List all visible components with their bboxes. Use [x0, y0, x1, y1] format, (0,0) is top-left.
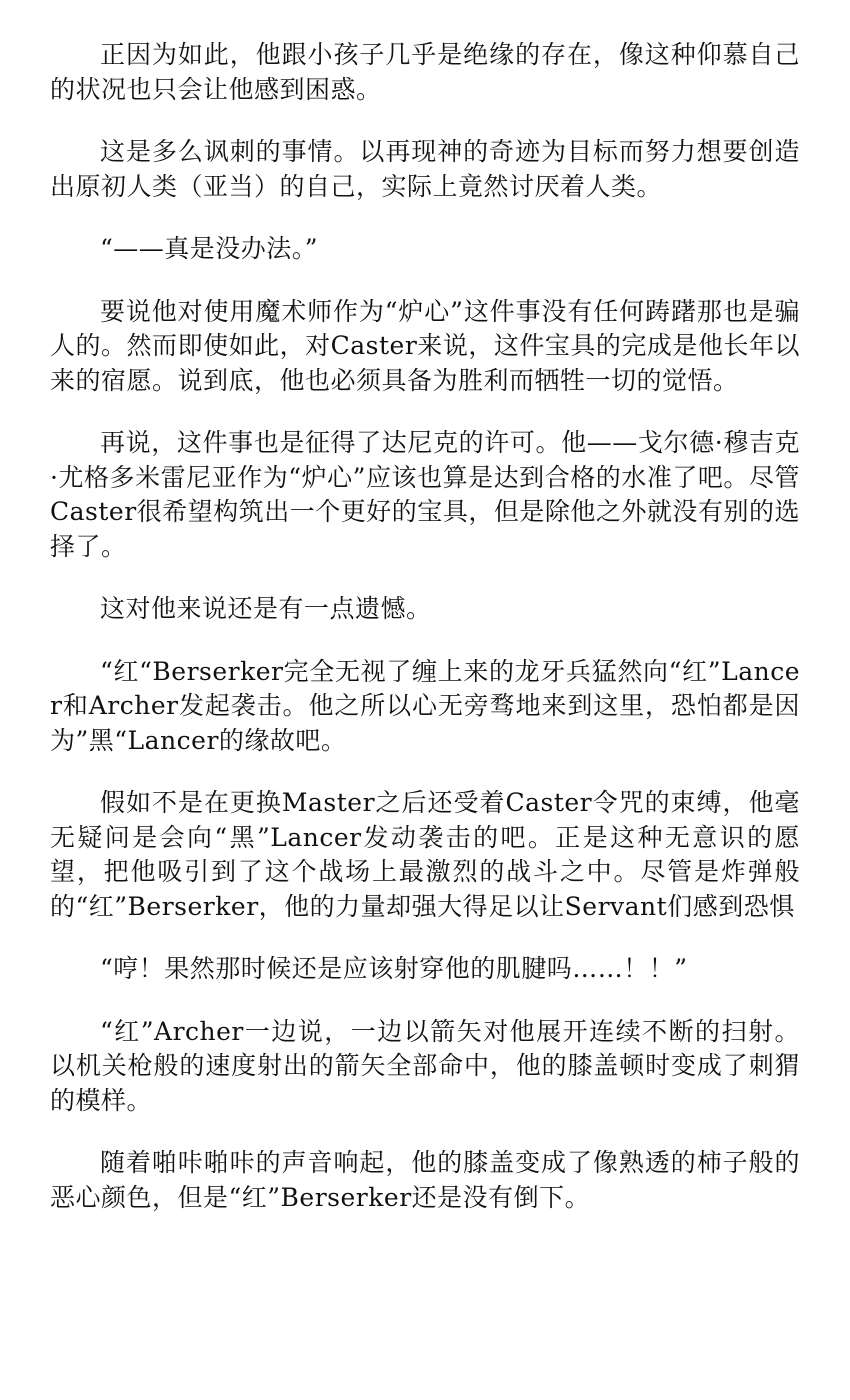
paragraph-2: 这是多么讽刺的事情。以再现神的奇迹为目标而努力想要创造出原初人类（亚当）的自己，实际上竟然讨厌着人类。 [50, 137, 800, 201]
paragraph-6: 这对他来说还是有一点遗憾。 [100, 594, 432, 623]
paragraph-8: 假如不是在更换Master之后还受着Caster令咒的束缚，他毫无疑问是会向“黑”Lancer发动袭击的吧。正是这种无意识的愿望，把他吸引到了这个战场上最激烈的战斗之中。尽管是炸弹般的“红”Berserker，他的力量却强大得足以让Servant们感到恐惧 [50, 788, 800, 921]
paragraph-5: 再说，这件事也是征得了达尼克的许可。他——戈尔德·穆吉克·尤格多米雷尼亚作为“炉心”应该也算是达到合格的水准了吧。尽管Caster很希望构筑出一个更好的宝具，但是除他之外就没有别的选择了。 [50, 428, 800, 561]
document-page [50, 38, 800, 1243]
paragraph-3: “——真是没办法。” [100, 234, 319, 263]
paragraph-4: 要说他对使用魔术师作为“炉心”这件事没有任何踌躇那也是骗人的。然而即使如此，对Caster来说，这件宝具的完成是他长年以来的宿愿。说到底，他也必须具备为胜利而牺牲一切的觉悟。 [50, 296, 800, 395]
paragraph-7: “红“Berserker完全无视了缠上来的龙牙兵猛然向“红”Lancer和Archer发起袭击。他之所以心无旁骛地来到这里，恐怕都是因为”黑“Lancer的缘故吧。 [50, 656, 800, 755]
paragraph-10: “红”Archer一边说，一边以箭矢对他展开连续不断的扫射。以机关枪般的速度射出的箭矢全部命中，他的膝盖顿时变成了刺猬的模样。 [50, 1016, 800, 1115]
paragraph-11: 随着啪咔啪咔的声音响起，他的膝盖变成了像熟透的柿子般的恶心颜色，但是“红”Berserker还是没有倒下。 [50, 1148, 800, 1212]
paragraph-9: “哼！果然那时候还是应该射穿他的肌腱吗……！！” [100, 954, 688, 983]
paragraph-1: 正因为如此，他跟小孩子几乎是绝缘的存在，像这种仰慕自己的状况也只会让他感到困惑。 [50, 40, 800, 104]
